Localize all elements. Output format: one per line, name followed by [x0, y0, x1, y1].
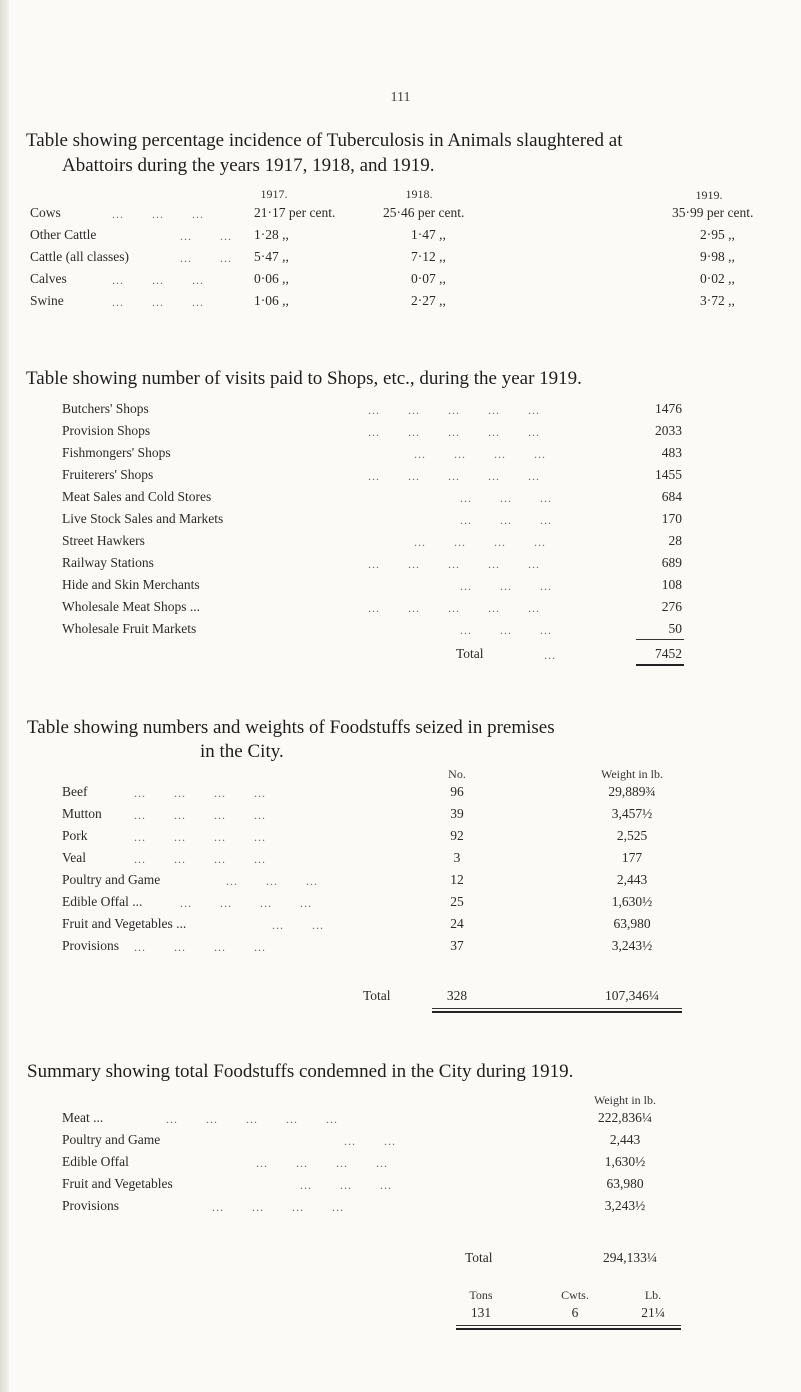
table3-row-label: Poultry and Game [62, 872, 161, 887]
table1-cell: 9·98 ,, [700, 249, 735, 264]
leader-dots: ... ... [344, 1134, 396, 1148]
table2-value: 689 [661, 555, 682, 570]
table3-row-label: Beef [62, 784, 88, 799]
table1-year-1917: 1917. [260, 187, 288, 201]
table2-row-label: Live Stock Sales and Markets [62, 511, 224, 526]
table4-value-cwts: 6 [571, 1305, 579, 1320]
leader-dots: ... ... ... ... ... [368, 601, 540, 615]
table2-row-label: Wholesale Fruit Markets [62, 621, 197, 636]
leader-dots: ... ... ... ... [256, 1156, 388, 1170]
leader-dots: ... ... ... [460, 579, 552, 593]
leader-dots: ... ... ... [300, 1178, 392, 1192]
table1-cell: 3·72 ,, [700, 293, 735, 308]
page-edge-shadow [0, 0, 9, 1392]
table3-total-double-rule [432, 1011, 682, 1013]
table2-total-double-rule [636, 664, 684, 666]
table3-no: 92 [450, 828, 464, 843]
table1-cell: 2·95 ,, [700, 227, 735, 242]
table1-cell: 0·06 ,, [254, 271, 289, 286]
leader-dots: ... ... ... [112, 207, 204, 221]
table2-title: Table showing number of visits paid to Shops, etc., during the year 1919. [26, 368, 582, 389]
table2-value: 170 [661, 511, 682, 526]
table4-total-label: Total [465, 1250, 493, 1265]
table2-value: 50 [668, 621, 682, 636]
table3-row-label: Pork [62, 828, 88, 843]
table1-cell: 35·99 per cent. [672, 205, 754, 220]
table4-weight: 2,443 [609, 1132, 641, 1147]
table4-total-double-rule [456, 1328, 681, 1330]
table3-total-rule [432, 1008, 682, 1009]
leader-dots: ... ... ... ... [134, 940, 266, 954]
leader-dots: ... ... [180, 229, 232, 243]
table4-value-tons: 131 [470, 1305, 492, 1320]
table2-value: 2033 [655, 423, 682, 438]
table3-no: 25 [450, 894, 464, 909]
table1-title-line2: Abattoirs during the years 1917, 1918, and 1919. [62, 155, 435, 176]
table3-weight: 3,457½ [611, 806, 653, 821]
table3-no: 3 [453, 850, 461, 865]
leader-dots: ... ... ... [460, 513, 552, 527]
table3-row-label: Provisions [62, 938, 120, 953]
table2-value: 1455 [655, 467, 682, 482]
table4-row-label: Poultry and Game [62, 1132, 161, 1147]
table2-row-label: Provision Shops [62, 423, 151, 438]
table3-col-no: No. [448, 767, 466, 781]
table4-value-lb: 21¼ [641, 1305, 665, 1320]
leader-dots: ... ... ... [112, 295, 204, 309]
table1-title-line1: Table showing percentage incidence of Tuberculosis in Animals slaughtered at [26, 130, 623, 151]
leader-dots: ... ... ... ... [414, 535, 546, 549]
leader-dots: ... ... ... [226, 874, 318, 888]
table4-weight: 222,836¼ [598, 1110, 652, 1125]
table1-cell: 1·28 ,, [254, 227, 289, 242]
table3-no: 37 [450, 938, 464, 953]
leader-dots: ... ... ... ... ... [368, 469, 540, 483]
leader-dots: ... ... ... ... ... [166, 1112, 338, 1126]
table4-weight: 63,980 [606, 1176, 644, 1191]
leader-dots: ... ... ... ... [134, 852, 266, 866]
table2-row-label: Street Hawkers [62, 533, 145, 548]
table3-no: 96 [450, 784, 464, 799]
table3-total-label: Total [363, 988, 391, 1003]
table3-weight: 29,889¾ [608, 784, 656, 799]
table4-col-weight: Weight in lb. [593, 1093, 657, 1107]
table3-no: 12 [450, 872, 464, 887]
table3-row-label: Fruit and Vegetables ... [62, 916, 187, 931]
table3-col-weight: Weight in lb. [600, 767, 664, 781]
leader-dots: ... ... ... [460, 491, 552, 505]
table3-no: 24 [450, 916, 464, 931]
page-number: 111 [390, 90, 411, 105]
table3-weight: 1,630½ [611, 894, 653, 909]
table3-no: 39 [450, 806, 464, 821]
table4-unit-cwts: Cwts. [561, 1288, 589, 1302]
table2-row-label: Fruiterers' Shops [62, 467, 154, 482]
leader-dots: ... ... ... ... [134, 786, 266, 800]
table2-value: 483 [661, 445, 682, 460]
table1-cell: 0·07 ,, [411, 271, 446, 286]
table1-row-label: Cattle (all classes) [30, 249, 129, 264]
leader-dots: ... ... ... ... [414, 447, 546, 461]
leader-dots: ... ... ... ... ... [368, 403, 540, 417]
table4-row-label: Provisions [62, 1198, 120, 1213]
table3-weight: 63,980 [613, 916, 651, 931]
table1-cell: 25·46 per cent. [383, 205, 465, 220]
table4-title: Summary showing total Foodstuffs condemned in the City during 1919. [27, 1061, 574, 1082]
leader-dots: ... ... ... ... ... [368, 425, 540, 439]
table3-row-label: Veal [62, 850, 86, 865]
leader-dots: ... ... ... ... ... [368, 557, 540, 571]
table4-row-label: Meat ... [62, 1110, 104, 1125]
table4-total-weight: 294,133¼ [603, 1250, 657, 1265]
table2-value: 28 [668, 533, 682, 548]
leader-dots: ... ... ... ... [180, 896, 312, 910]
leader-dots: ... ... ... [460, 623, 552, 637]
table3-weight: 3,243½ [611, 938, 653, 953]
table4-unit-tons: Tons [469, 1288, 493, 1302]
table2-row-label: Butchers' Shops [62, 401, 149, 416]
table3-title-line1: Table showing numbers and weights of Foodstuffs seized in premises [27, 717, 555, 738]
table1-row-label: Other Cattle [30, 227, 97, 242]
table2-row-label: Fishmongers' Shops [62, 445, 171, 460]
table4-unit-lb: Lb. [644, 1288, 662, 1302]
table2-value: 276 [661, 599, 682, 614]
table2-total-value: 7452 [655, 646, 682, 661]
table3-title-line2: in the City. [200, 741, 284, 762]
table1-cell: 2·27 ,, [411, 293, 446, 308]
table3-row-label: Mutton [62, 806, 102, 821]
table3-weight: 2,525 [616, 828, 648, 843]
table3-weight: 177 [621, 850, 643, 865]
leader-dots: ... ... ... ... [134, 808, 266, 822]
table1-year-1918: 1918. [405, 187, 433, 201]
table1-cell: 5·47 ,, [254, 249, 289, 264]
table2-row-label: Hide and Skin Merchants [62, 577, 200, 592]
table4-total-rule [456, 1325, 681, 1326]
table1-row-label: Cows [30, 205, 61, 220]
table3-total-no: 328 [446, 988, 468, 1003]
leader-dots: ... ... [180, 251, 232, 265]
table2-value: 108 [661, 577, 682, 592]
leader-dots: ... ... ... ... [212, 1200, 344, 1214]
table1-cell: 0·02 ,, [700, 271, 735, 286]
leader-dots: ... ... ... [112, 273, 204, 287]
table2-total-label: Total [456, 646, 484, 661]
table1-cell: 21·17 per cent. [254, 205, 336, 220]
table1-cell: 1·06 ,, [254, 293, 289, 308]
table2-row-label: Wholesale Meat Shops ... [62, 599, 200, 614]
table1-row-label: Swine [30, 293, 64, 308]
table2-row-label: Meat Sales and Cold Stores [62, 489, 212, 504]
table3-total-weight: 107,346¼ [605, 988, 659, 1003]
table2-value: 684 [661, 489, 682, 504]
table4-weight: 3,243½ [604, 1198, 646, 1213]
table1-row-label: Calves [30, 271, 67, 286]
table1-cell: 1·47 ,, [411, 227, 446, 242]
table4-weight: 1,630½ [604, 1154, 646, 1169]
table3-row-label: Edible Offal ... [62, 894, 143, 909]
table1-cell: 7·12 ,, [411, 249, 446, 264]
table4-row-label: Fruit and Vegetables [62, 1176, 173, 1191]
table3-weight: 2,443 [616, 872, 648, 887]
leader-dots: ... [544, 648, 556, 662]
leader-dots: ... ... [272, 918, 324, 932]
table4-row-label: Edible Offal [62, 1154, 129, 1169]
leader-dots: ... ... ... ... [134, 830, 266, 844]
table1-year-1919: 1919. [695, 188, 723, 202]
table2-total-rule [636, 639, 684, 640]
table2-value: 1476 [655, 401, 682, 416]
table2-row-label: Railway Stations [62, 555, 154, 570]
